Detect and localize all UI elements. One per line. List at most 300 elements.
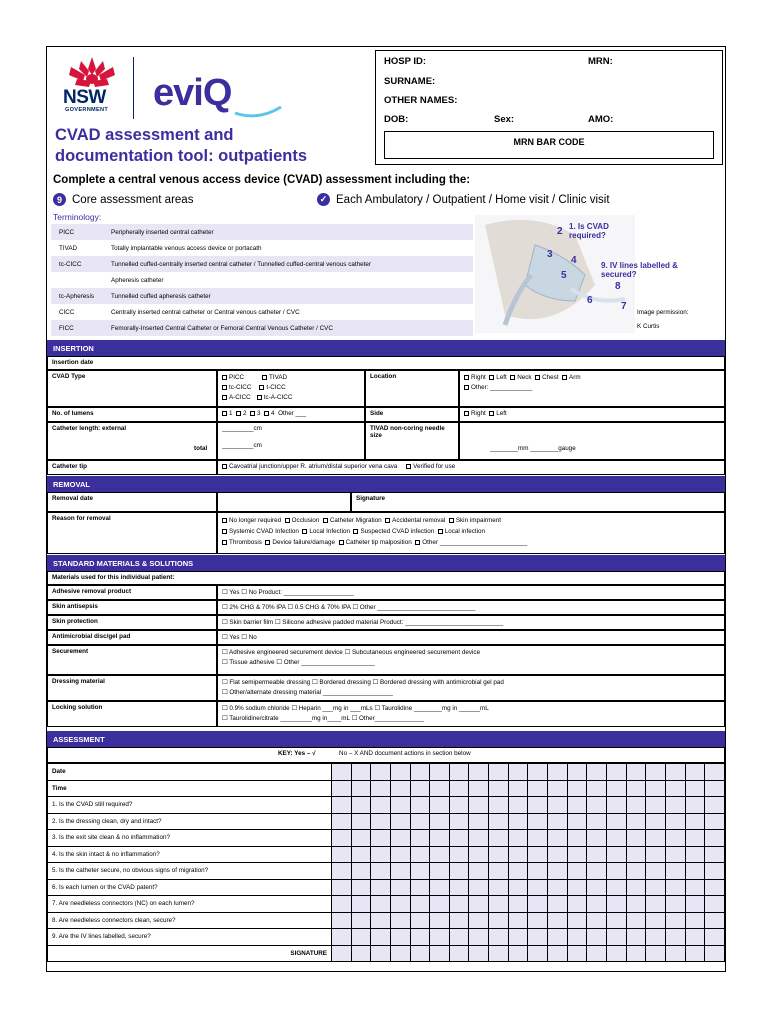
assessment-cell[interactable] (685, 879, 705, 896)
assessment-cell[interactable] (332, 797, 352, 814)
assessment-cell[interactable] (685, 896, 705, 913)
assessment-cell[interactable] (567, 797, 587, 814)
assessment-cell[interactable] (606, 830, 626, 847)
assessment-cell[interactable] (332, 896, 352, 913)
assessment-cell[interactable] (665, 912, 685, 929)
removal-reason-option[interactable]: Local infection (438, 528, 489, 535)
assessment-cell[interactable] (705, 929, 725, 946)
assessment-cell[interactable] (587, 863, 607, 880)
signature-cell[interactable] (469, 945, 489, 962)
assessment-cell[interactable] (567, 863, 587, 880)
assessment-cell[interactable] (351, 896, 371, 913)
assessment-cell[interactable] (449, 780, 469, 797)
assessment-cell[interactable] (489, 830, 509, 847)
assessment-cell[interactable] (705, 912, 725, 929)
catheter-length-label-cell (47, 422, 217, 460)
nine-badge-icon: 9 (53, 193, 66, 206)
assessment-cell[interactable] (606, 797, 626, 814)
assessment-cell[interactable] (430, 912, 450, 929)
assessment-cell[interactable] (665, 764, 685, 781)
assessment-cell[interactable] (606, 879, 626, 896)
assessment-cell[interactable] (548, 929, 568, 946)
assessment-cell[interactable] (606, 912, 626, 929)
assessment-cell[interactable] (646, 764, 666, 781)
assessment-cell[interactable] (567, 929, 587, 946)
diagram-num-8: 8 (615, 281, 621, 292)
side-options[interactable]: Right Left (459, 407, 725, 422)
assessment-cell[interactable] (371, 863, 391, 880)
assessment-cell[interactable] (410, 797, 430, 814)
assessment-cell[interactable] (705, 813, 725, 830)
assessment-cell[interactable] (410, 929, 430, 946)
assessment-cell[interactable] (626, 879, 646, 896)
assessment-cell[interactable] (567, 896, 587, 913)
assessment-cell[interactable] (449, 830, 469, 847)
assessment-cell[interactable] (430, 896, 450, 913)
assessment-cell[interactable] (626, 780, 646, 797)
tivad-needle-input[interactable]: ________mm ________gauge (459, 422, 725, 460)
assessment-cell[interactable] (665, 879, 685, 896)
removal-signature-field[interactable]: Signature (351, 492, 725, 512)
assessment-cell[interactable] (587, 813, 607, 830)
assessment-cell[interactable] (430, 846, 450, 863)
assessment-cell[interactable] (665, 929, 685, 946)
assessment-cell[interactable] (705, 797, 725, 814)
assessment-cell[interactable] (390, 797, 410, 814)
assessment-cell[interactable] (469, 879, 489, 896)
signature-cell[interactable] (567, 945, 587, 962)
assessment-cell[interactable] (449, 764, 469, 781)
assessment-cell[interactable] (449, 846, 469, 863)
catheter-length-input[interactable]: _________cm _________cm (217, 422, 365, 460)
diagram-num-2: 2 (557, 226, 563, 237)
assessment-cell[interactable] (646, 863, 666, 880)
assessment-cell[interactable] (371, 879, 391, 896)
assessment-cell[interactable] (332, 879, 352, 896)
assessment-cell[interactable] (469, 863, 489, 880)
key-no: No – X AND document actions in section below (339, 750, 471, 757)
assessment-cell[interactable] (508, 863, 528, 880)
assessment-cell[interactable] (489, 863, 509, 880)
signature-cell[interactable] (528, 945, 548, 962)
assessment-cell[interactable] (371, 912, 391, 929)
assessment-cell[interactable] (508, 879, 528, 896)
removal-reason-option[interactable]: Local Infection (302, 528, 353, 535)
assessment-cell[interactable] (548, 912, 568, 929)
assessment-cell[interactable] (606, 780, 626, 797)
assessment-cell[interactable] (449, 896, 469, 913)
assessment-cell[interactable] (469, 813, 489, 830)
assessment-cell[interactable] (528, 912, 548, 929)
assessment-cell[interactable] (469, 896, 489, 913)
assessment-cell[interactable] (508, 912, 528, 929)
assessment-table (47, 763, 725, 962)
assessment-cell[interactable] (430, 863, 450, 880)
assessment-cell[interactable] (606, 896, 626, 913)
assessment-cell[interactable] (685, 912, 705, 929)
assessment-cell[interactable] (332, 764, 352, 781)
removal-reason-option[interactable]: Suspected CVAD infection (353, 528, 437, 535)
signature-cell[interactable] (449, 945, 469, 962)
patient-id-box (375, 50, 723, 165)
assessment-cell[interactable] (528, 879, 548, 896)
assessment-cell[interactable] (430, 797, 450, 814)
assessment-cell[interactable] (567, 780, 587, 797)
assessment-cell[interactable] (430, 780, 450, 797)
assessment-cell[interactable] (528, 863, 548, 880)
assessment-cell[interactable] (606, 764, 626, 781)
insertion-date-cell[interactable]: Insertion date (47, 356, 725, 370)
assessment-cell[interactable] (548, 863, 568, 880)
assessment-cell[interactable] (390, 764, 410, 781)
assessment-cell[interactable] (587, 780, 607, 797)
assessment-cell[interactable] (351, 830, 371, 847)
assessment-cell[interactable] (390, 780, 410, 797)
assessment-cell[interactable] (665, 813, 685, 830)
assessment-cell[interactable] (528, 896, 548, 913)
assessment-cell[interactable] (390, 863, 410, 880)
assessment-cell[interactable] (548, 846, 568, 863)
term-key: tc-CICC (59, 260, 82, 268)
assessment-cell[interactable] (567, 830, 587, 847)
assessment-cell[interactable] (449, 813, 469, 830)
signature-cell[interactable] (351, 945, 371, 962)
removal-reason-option[interactable]: Accidental removal (385, 517, 449, 524)
assessment-cell[interactable] (548, 813, 568, 830)
assessment-cell[interactable] (528, 764, 548, 781)
assessment-cell[interactable] (567, 764, 587, 781)
assessment-cell[interactable] (410, 896, 430, 913)
assessment-cell[interactable] (371, 896, 391, 913)
assessment-cell[interactable] (606, 863, 626, 880)
diagram-label-9: 9. IV lines labelled & secured? (601, 261, 678, 279)
assessment-cell[interactable] (469, 846, 489, 863)
assessment-cell[interactable] (587, 896, 607, 913)
assessment-cell[interactable] (430, 830, 450, 847)
assessment-cell[interactable] (410, 764, 430, 781)
signature-cell[interactable] (410, 945, 430, 962)
assessment-cell[interactable] (508, 797, 528, 814)
assessment-cell[interactable] (508, 846, 528, 863)
material-options[interactable]: ☐ 2% CHG & 70% IPA ☐ 0.5 CHG & 70% IPA ☐ Other ____________________________ (217, 600, 725, 615)
signature-cell[interactable] (646, 945, 666, 962)
assessment-cell[interactable] (332, 780, 352, 797)
assessment-cell[interactable] (705, 830, 725, 847)
signature-cell[interactable] (548, 945, 568, 962)
assessment-cell[interactable] (665, 896, 685, 913)
assessment-cell[interactable] (489, 780, 509, 797)
assessment-cell[interactable] (351, 846, 371, 863)
assessment-cell[interactable] (548, 830, 568, 847)
assessment-cell[interactable] (351, 797, 371, 814)
assessment-cell[interactable] (646, 797, 666, 814)
assessment-cell[interactable] (508, 896, 528, 913)
cvad-type-label: CVAD Type (47, 370, 217, 407)
assessment-cell[interactable] (528, 797, 548, 814)
assessment-cell[interactable] (685, 780, 705, 797)
assessment-cell[interactable] (390, 912, 410, 929)
assessment-cell[interactable] (705, 780, 725, 797)
assessment-cell[interactable] (489, 879, 509, 896)
assessment-cell[interactable] (371, 780, 391, 797)
assessment-cell[interactable] (332, 863, 352, 880)
assessment-cell[interactable] (646, 813, 666, 830)
term-key: PICC (59, 228, 75, 236)
assessment-cell[interactable] (410, 846, 430, 863)
assessment-cell[interactable] (646, 846, 666, 863)
terminology-row (51, 272, 473, 288)
assessment-cell[interactable] (548, 780, 568, 797)
signature-cell[interactable] (606, 945, 626, 962)
assessment-cell[interactable] (430, 929, 450, 946)
assessment-cell[interactable] (489, 846, 509, 863)
assessment-cell[interactable] (390, 879, 410, 896)
assessment-cell[interactable] (587, 797, 607, 814)
assessment-cell[interactable] (626, 929, 646, 946)
assessment-cell[interactable] (371, 846, 391, 863)
term-value: Tunnelled cuffed-centrally inserted central catheter / Tunnelled cuffed-central venous catheter (111, 260, 371, 268)
removal-reason-option[interactable]: Systemic CVAD Infection (222, 528, 302, 535)
assessment-cell[interactable] (705, 896, 725, 913)
assessment-cell[interactable] (449, 879, 469, 896)
assessment-cell[interactable] (371, 797, 391, 814)
terminology-row (51, 320, 473, 336)
assessment-cell[interactable] (685, 813, 705, 830)
assessment-cell[interactable] (489, 912, 509, 929)
assessment-cell[interactable] (665, 830, 685, 847)
signature-cell[interactable] (332, 945, 352, 962)
assessment-cell[interactable] (449, 863, 469, 880)
materials-section-bar: STANDARD MATERIALS & SOLUTIONS (47, 555, 725, 571)
assessment-cell[interactable] (410, 830, 430, 847)
assessment-cell[interactable] (567, 846, 587, 863)
assessment-cell[interactable] (410, 813, 430, 830)
signature-cell[interactable] (685, 945, 705, 962)
assessment-cell[interactable] (469, 780, 489, 797)
assessment-cell[interactable] (567, 879, 587, 896)
material-options[interactable]: ☐ Yes ☐ No (217, 630, 725, 645)
signature-cell[interactable] (705, 945, 725, 962)
assessment-cell[interactable] (567, 912, 587, 929)
assessment-cell[interactable] (489, 813, 509, 830)
assessment-cell[interactable] (548, 879, 568, 896)
assessment-cell[interactable] (371, 830, 391, 847)
assessment-cell[interactable] (449, 929, 469, 946)
assessment-cell[interactable] (332, 912, 352, 929)
assessment-cell[interactable] (351, 912, 371, 929)
assessment-cell[interactable] (351, 780, 371, 797)
removal-reason-option[interactable]: Device failure/damage (265, 539, 338, 546)
assessment-cell[interactable] (332, 929, 352, 946)
assessment-question: 6. Is each lumen or the CVAD patent? (48, 879, 332, 896)
assessment-cell[interactable] (587, 929, 607, 946)
assessment-cell[interactable] (469, 912, 489, 929)
assessment-cell[interactable] (606, 813, 626, 830)
material-options[interactable]: ☐ 0.9% sodium chloride ☐ Heparin ___mg in ___mLs ☐ Taurolidine ________mg in ______mL ☐ Taurolidine/citrate _________mg in____mL ☐ Other______________ (217, 701, 725, 727)
assessment-cell[interactable] (469, 929, 489, 946)
assessment-cell[interactable] (390, 846, 410, 863)
assessment-cell[interactable] (508, 813, 528, 830)
instruction-text: Complete a central venous access device (CVAD) assessment including the: (53, 174, 471, 186)
assessment-cell[interactable] (351, 879, 371, 896)
signature-cell[interactable] (390, 945, 410, 962)
assessment-cell[interactable] (430, 764, 450, 781)
assessment-cell[interactable] (371, 764, 391, 781)
removal-reason-option[interactable]: Catheter tip malposition (339, 539, 416, 546)
assessment-cell[interactable] (390, 813, 410, 830)
removal-reason-option[interactable]: Catheter Migration (323, 517, 385, 524)
assessment-cell[interactable] (685, 830, 705, 847)
material-options[interactable]: ☐ Skin barrier film ☐ Silicone adhesive padded material Product: ____________________________ (217, 615, 725, 630)
assessment-cell[interactable] (528, 830, 548, 847)
signature-cell[interactable] (626, 945, 646, 962)
assessment-cell[interactable] (489, 797, 509, 814)
mrn-barcode-box: MRN BAR CODE (384, 131, 714, 159)
assessment-cell[interactable] (705, 846, 725, 863)
removal-date-input[interactable] (217, 492, 351, 512)
assessment-cell[interactable] (371, 813, 391, 830)
removal-reason-option[interactable]: No longer required (222, 517, 285, 524)
assessment-cell[interactable] (332, 830, 352, 847)
assessment-cell[interactable] (646, 830, 666, 847)
assessment-cell[interactable] (646, 879, 666, 896)
removal-reason-option[interactable]: Thrombosis (222, 539, 265, 546)
assessment-cell[interactable] (685, 764, 705, 781)
assessment-cell[interactable] (685, 929, 705, 946)
signature-cell[interactable] (371, 945, 391, 962)
assessment-cell[interactable] (606, 929, 626, 946)
assessment-cell[interactable] (606, 846, 626, 863)
assessment-cell[interactable] (351, 764, 371, 781)
assessment-cell[interactable] (626, 764, 646, 781)
assessment-cell[interactable] (489, 896, 509, 913)
assessment-cell[interactable] (548, 896, 568, 913)
assessment-cell[interactable] (469, 764, 489, 781)
assessment-cell[interactable] (587, 846, 607, 863)
assessment-cell[interactable] (489, 929, 509, 946)
signature-cell[interactable] (508, 945, 528, 962)
waratah-logo-icon (61, 55, 123, 89)
nsw-wordmark: NSW (63, 87, 106, 108)
assessment-cell[interactable] (705, 879, 725, 896)
signature-cell[interactable] (430, 945, 450, 962)
assessment-cell[interactable] (430, 813, 450, 830)
assessment-cell[interactable] (528, 813, 548, 830)
terminology-row (51, 288, 473, 304)
assessment-cell[interactable] (469, 830, 489, 847)
assessment-cell[interactable] (685, 846, 705, 863)
assessment-cell[interactable] (685, 863, 705, 880)
material-label: Skin antisepsis (47, 600, 217, 615)
assessment-cell[interactable] (390, 830, 410, 847)
assessment-cell[interactable] (567, 813, 587, 830)
assessment-cell[interactable] (410, 879, 430, 896)
assessment-cell[interactable] (371, 929, 391, 946)
assessment-cell[interactable] (508, 764, 528, 781)
assessment-cell[interactable] (685, 797, 705, 814)
removal-reason-option[interactable]: Other _________________________ (415, 539, 531, 546)
government-wordmark: GOVERNMENT (65, 107, 109, 113)
assessment-cell[interactable] (410, 780, 430, 797)
page-title (55, 125, 307, 167)
assessment-cell[interactable] (548, 797, 568, 814)
assessment-cell[interactable] (469, 797, 489, 814)
assessment-cell[interactable] (665, 863, 685, 880)
assessment-cell[interactable] (351, 863, 371, 880)
assessment-cell[interactable] (587, 912, 607, 929)
assessment-cell[interactable] (587, 879, 607, 896)
assessment-cell[interactable] (449, 797, 469, 814)
assessment-cell[interactable] (626, 846, 646, 863)
assessment-cell[interactable] (508, 929, 528, 946)
material-options[interactable]: ☐ Yes ☐ No Product: ____________________ (217, 585, 725, 600)
assessment-cell[interactable] (351, 929, 371, 946)
assessment-cell[interactable] (489, 764, 509, 781)
assessment-cell[interactable] (528, 929, 548, 946)
catheter-tip-options[interactable]: Cavoatrial junction/upper R. atrium/distal superior vena cava Verified for use (217, 460, 725, 475)
signature-cell[interactable] (587, 945, 607, 962)
assessment-cell[interactable] (626, 830, 646, 847)
assessment-cell[interactable] (705, 863, 725, 880)
assessment-cell[interactable] (548, 764, 568, 781)
material-options[interactable]: ☐ Flat semipermeable dressing ☐ Bordered dressing ☐ Bordered dressing with antimicrobial gel pad ☐ Other/alternate dressing material ____________________ (217, 675, 725, 701)
assessment-cell[interactable] (626, 912, 646, 929)
assessment-cell[interactable] (430, 879, 450, 896)
assessment-cell[interactable] (587, 764, 607, 781)
assessment-cell[interactable] (390, 896, 410, 913)
tivad-needle-label: TIVAD non-coring needle size (365, 422, 459, 460)
assessment-cell[interactable] (332, 846, 352, 863)
assessment-cell[interactable] (508, 780, 528, 797)
assessment-cell[interactable] (626, 797, 646, 814)
assessment-cell[interactable] (390, 929, 410, 946)
removal-reason-option[interactable]: Occlusion (285, 517, 323, 524)
assessment-cell[interactable] (528, 780, 548, 797)
signature-cell[interactable] (665, 945, 685, 962)
assessment-cell[interactable] (646, 896, 666, 913)
removal-reason-option[interactable]: Skin impairment (449, 517, 505, 524)
title-line-2: documentation tool: outpatients (55, 147, 308, 165)
assessment-cell[interactable] (587, 830, 607, 847)
assessment-cell[interactable] (665, 780, 685, 797)
assessment-cell[interactable] (351, 813, 371, 830)
assessment-cell[interactable] (646, 912, 666, 929)
assessment-cell[interactable] (528, 846, 548, 863)
lumens-options[interactable]: 1 2 3 4 Other ___ (217, 407, 365, 422)
assessment-cell[interactable] (626, 863, 646, 880)
assessment-cell[interactable] (410, 912, 430, 929)
assessment-cell[interactable] (626, 896, 646, 913)
assessment-cell[interactable] (626, 813, 646, 830)
material-options[interactable]: ☐ Adhesive engineered securement device ☐ Subcutaneous engineered securement device ☐ Tissue adhesive ☐ Other _____________________ (217, 645, 725, 675)
assessment-cell[interactable] (705, 764, 725, 781)
total-label: total (194, 445, 208, 452)
assessment-cell[interactable] (665, 846, 685, 863)
cvad-type-options[interactable]: PICC TIVAD tc-CICC t-CICC A-CICC tc-A-CICC (217, 370, 365, 407)
assessment-cell[interactable] (646, 780, 666, 797)
assessment-cell[interactable] (508, 830, 528, 847)
reason-removal-options[interactable] (217, 512, 725, 554)
term-key: tc-Apheresis (59, 292, 94, 300)
assessment-cell[interactable] (410, 863, 430, 880)
location-options[interactable]: Right Left Neck Chest Arm Other: ____________ (459, 370, 725, 407)
assessment-cell[interactable] (449, 912, 469, 929)
term-key: TIVAD (59, 244, 78, 252)
signature-cell[interactable] (489, 945, 509, 962)
assessment-cell[interactable] (646, 929, 666, 946)
assessment-cell[interactable] (665, 797, 685, 814)
assessment-cell[interactable] (332, 813, 352, 830)
